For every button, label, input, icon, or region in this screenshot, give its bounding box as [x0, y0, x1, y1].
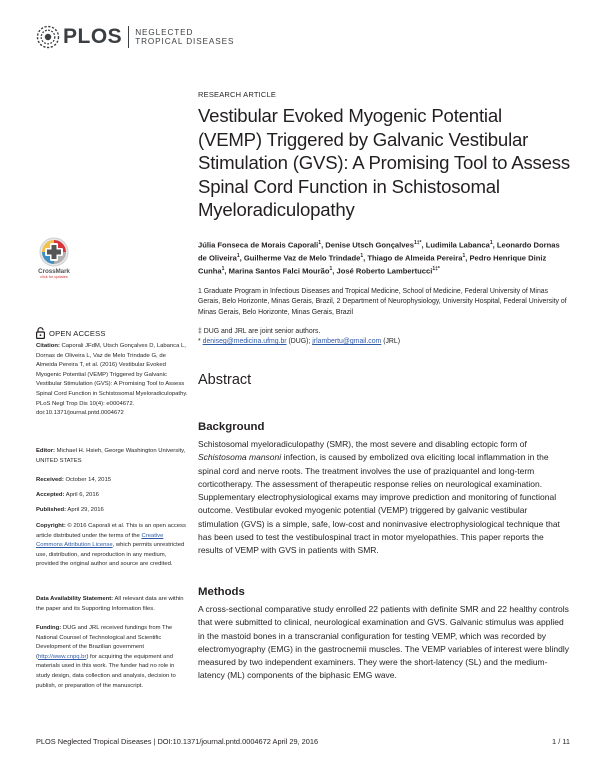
- funder-link[interactable]: http://www.cnpq.br: [37, 653, 87, 660]
- author-affiliation-marker: 1: [489, 240, 493, 246]
- email2-suffix: (JRL): [381, 338, 401, 346]
- author-name: Guilherme Vaz de Melo Trindade: [243, 253, 361, 263]
- data-availability-block: [36, 595, 188, 614]
- copyright-block: [36, 522, 188, 570]
- article-title: Vestibular Evoked Myogenic Potential (VEMP) Triggered by Galvanic Vestibular Stimulation (GVS): A Promising Tool to Assess Spinal Cord Function in Schistosomal Myeloradiculopathy: [198, 105, 570, 221]
- copyright-text-part1: © 2016 Caporali et al. This is an open access article distributed under the terms of the: [36, 523, 186, 539]
- open-lock-icon: [36, 327, 45, 339]
- species-name: Schistosoma mansoni: [198, 452, 282, 463]
- funding-block: [36, 624, 188, 691]
- author-affiliation-marker: 1: [236, 253, 240, 260]
- author-affiliation-marker: 1‡*: [413, 240, 422, 246]
- citation-text: Caporali JFdM, Utsch Gonçalves D, Labanca L, Dornas de Oliveira L, Vaz de Melo Trindade G, de Almeida Pereira T, et al. (2016) Vestibular Evoked Myogenic Potential (VEMP) Triggered by Galvanic Vestibular Stimulation (GVS): A Promising Tool to Assess Spinal Cord Function in Schistosomal Myeloradiculopathy. PLoS Negl Trop Dis 10(4): e0004672. doi:10.1371/journal.pntd.0004672: [36, 343, 188, 417]
- author-name: Júlia Fonseca de Morais Caporali: [198, 240, 319, 250]
- corresponding-mark: *: [198, 338, 203, 346]
- crossmark-badge[interactable]: [37, 237, 71, 279]
- author-name: José Roberto Lambertucci: [336, 266, 433, 276]
- crossmark-sublabel: click for updates: [40, 275, 68, 279]
- crossmark-icon: [39, 237, 69, 267]
- copyright-label: Copyright:: [36, 523, 66, 529]
- editor-label: Editor:: [36, 448, 55, 454]
- corresponding-note: [198, 337, 570, 347]
- journal-name-line1: NEGLECTED: [135, 27, 194, 37]
- funding-text-part1: DUG and JRL received fundings from The National Counsel of Technological and Scientific Development of the Brazilian government (: [36, 625, 173, 660]
- editor-text: Michael H. Hsieh, George Washington University, UNITED STATES: [36, 448, 186, 464]
- plos-logo-icon: [36, 25, 60, 49]
- background-heading: Background: [198, 421, 265, 433]
- author-name: Leonardo Dornas de Oliveira: [198, 240, 560, 263]
- background-text-part2: infection, is caused by embolized ova eliciting local inflammation in the spinal cord and nerve roots. The treatment involves the use of praziquantel and long-term corticotherapy. The assessment of therapeutic response relies on neurological examination. Supplementary electrophysiological exams may improve prediction and monitoring of functional outcome. Vestibular evoked myogenic potential (VEMP) triggered by galvanic vestibular stimulation (GVS) is a simple, safe, low-cost and noninvasive electrophysiological technique that has been used to test the vestibulospinal tract in motor myelopathies. This paper reports the results of VEMP with GVS in patients with SMR.: [198, 452, 560, 556]
- data-availability-label: Data Availability Statement:: [36, 596, 114, 602]
- open-access-badge: [36, 327, 106, 339]
- received-date: [36, 476, 188, 486]
- editor-block: [36, 447, 188, 466]
- background-text: [198, 438, 570, 558]
- methods-heading: Methods: [198, 586, 245, 598]
- author-affiliation-marker: 1: [360, 253, 364, 260]
- page-footer: [36, 737, 570, 746]
- email-link-jrl[interactable]: jrlambertu@gmail.com: [312, 338, 382, 346]
- author-affiliation-marker: 1: [329, 266, 333, 273]
- author-affiliation-marker: 1: [462, 253, 466, 260]
- author-name: Pedro Henrique Diniz Cunha: [198, 253, 547, 276]
- author-affiliation-marker: 1‡*: [432, 266, 440, 273]
- accepted-label: Accepted:: [36, 492, 65, 498]
- email-link-dug[interactable]: deniseg@medicina.ufmg.br: [202, 338, 287, 346]
- joint-authors-note: ‡ DUG and JRL are joint senior authors.: [198, 328, 321, 335]
- logo-divider: [128, 26, 129, 48]
- author-notes: [198, 327, 570, 348]
- copyright-text-part2: , which permits unrestricted use, distribution, and reproduction in any medium, provided the original author and source are credited.: [36, 542, 185, 568]
- license-link[interactable]: Creative Commons Attribution License: [36, 532, 164, 549]
- methods-text: A cross-sectional comparative study enrolled 22 patients with definite SMR and 22 healthy controls that were submitted to clinical, neurological examination and GVS. Galvanic stimulus was applied in the mastoid bones in a transcranial configuration for testing VEMP, which was recorded by electromyography (EMG) in the gastrocnemii muscles. The VEMP variables of interest were blindly measured by two independent examiners. They were the short-latency (SL) and the medium-latency (ML) components of the biphasic EMG wave.: [198, 604, 570, 681]
- journal-logo[interactable]: [36, 24, 234, 50]
- author-name: Thiago de Almeida Pereira: [367, 253, 463, 263]
- published-label: Published:: [36, 507, 67, 513]
- footer-citation: PLOS Neglected Tropical Diseases | DOI:10.1371/journal.pntd.0004672 April 29, 2016: [36, 737, 319, 746]
- page-number: 1 / 11: [552, 737, 570, 746]
- funding-text-part2: ) for acquiring the equipment and materials used in this work. The funder had no role in study design, data collection and analysis, decision to publish, or preparation of the manuscript.: [36, 653, 176, 689]
- citation-label: Citation:: [36, 343, 60, 349]
- author-affiliation-marker: 1: [221, 266, 225, 273]
- author-name: Ludimila Labanca: [425, 240, 490, 250]
- published-value: April 29, 2016: [66, 507, 104, 513]
- journal-brand: PLOS: [63, 25, 123, 48]
- citation-block: [36, 342, 188, 419]
- data-availability-text: All relevant data are within the paper and its Supporting Information files.: [36, 596, 184, 612]
- author-affiliation-marker: 1: [318, 240, 322, 246]
- accepted-value: April 6, 2016: [64, 492, 99, 498]
- journal-name: [135, 28, 234, 47]
- funding-label: Funding:: [36, 625, 62, 631]
- open-access-label: OPEN ACCESS: [49, 328, 106, 338]
- author-name: Denise Utsch Gonçalves: [325, 240, 414, 250]
- published-date: [36, 506, 188, 516]
- background-text-part1: Schistosomal myeloradiculopathy (SMR), the most severe and disabling ectopic form of: [198, 439, 527, 449]
- journal-name-line2: TROPICAL DISEASES: [135, 37, 235, 46]
- article-type: RESEARCH ARTICLE: [198, 90, 277, 99]
- author-name: Marina Santos Falci Mourão: [228, 266, 330, 276]
- crossmark-label: CrossMark: [38, 268, 70, 275]
- received-value: October 14, 2015: [63, 477, 112, 483]
- affiliations: 1 Graduate Program in Infectious Diseases and Tropical Medicine, School of Medicine, Federal University of Minas Gerais, Belo Horizonte, Minas Gerais, Brazil, 2 Department of Neurophysiology, University Hospital, Federal University of Minas Gerais, Belo Horizonte, Minas Gerais, Brazil: [198, 288, 567, 316]
- accepted-date: [36, 491, 188, 501]
- received-label: Received:: [36, 477, 64, 483]
- author-list: Júlia Fonseca de Morais Caporali$^1$, Denise Utsch Gonçalves$^{1\ddagger*}$, Ludimila Labanca$^1$, Leonardo Dornas de Oliveira$^1$, Guilherme Vaz de Melo Trindade$^1$, Thiago de Almeida Pereira$^1$, Pedro Henrique Diniz Cunha$^1$, Marina Santos Falci Mourão$^1$, José Roberto Lambertucci$^{1\ddagger*}$: [198, 240, 560, 276]
- abstract-heading: Abstract: [198, 372, 252, 388]
- email1-suffix: (DUG);: [286, 338, 313, 346]
